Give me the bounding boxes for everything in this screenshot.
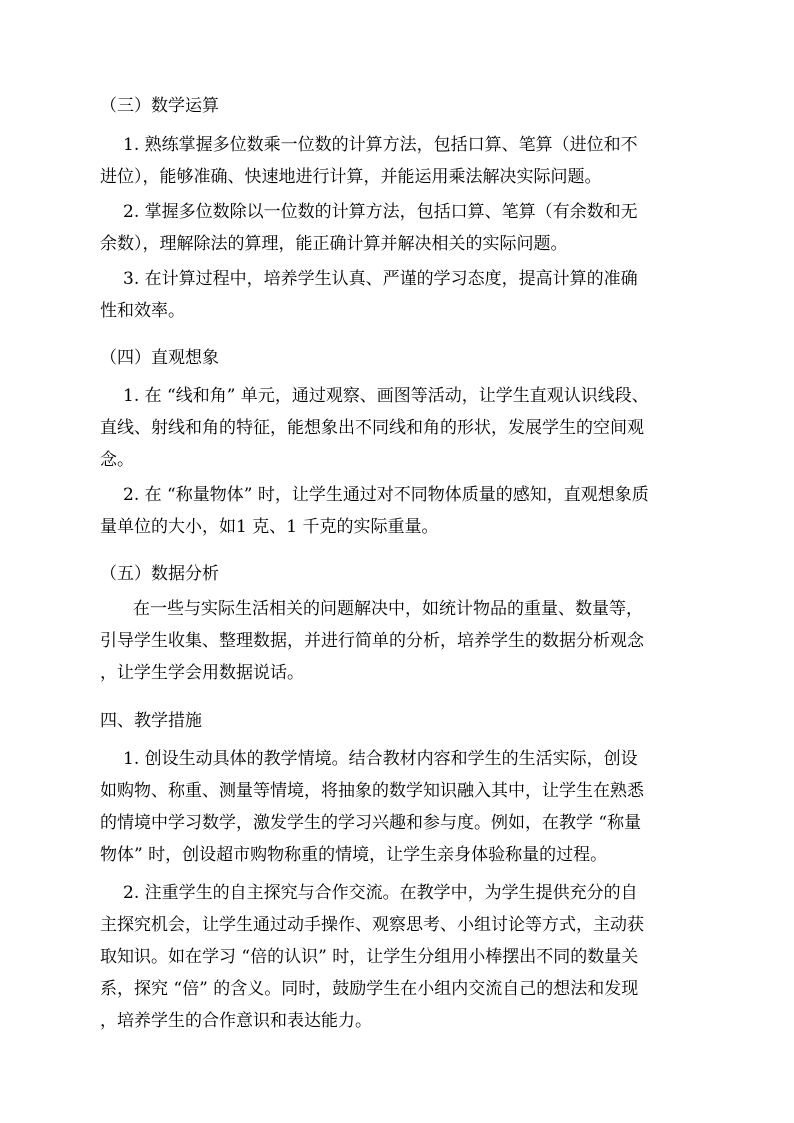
paragraph-line: 念。 <box>100 450 134 470</box>
paragraph-line: 物体” 时，创设超市购物称重的情境，让学生亲身体验称量的过程。 <box>100 845 608 865</box>
paragraph-line: ，培养学生的合作意识和表达能力。 <box>100 1011 372 1031</box>
paragraph-line: 取知识。如在学习 “倍的认识” 时，让学生分组用小棒摆出不同的数量关 <box>100 947 639 967</box>
paragraph-line: 余数），理解除法的算理，能正确计算并解决相关的实际问题。 <box>100 234 568 254</box>
paragraph-line: 2. 注重学生的自主探究与合作交流。在教学中，为学生提供充分的自 <box>123 883 638 903</box>
paragraph-line: 2. 掌握多位数除以一位数的计算方法，包括口算、笔算（有余数和无 <box>123 202 638 222</box>
paragraph-line: 3. 在计算过程中，培养学生认真、严谨的学习态度，提高计算的准确 <box>123 269 638 289</box>
paragraph-line: 系，探究 “倍” 的含义。同时，鼓励学生在小组内交流自己的想法和发现 <box>100 979 639 999</box>
paragraph-line: 在一些与实际生活相关的问题解决中，如统计物品的重量、数量等， <box>133 599 643 619</box>
section-heading: （五）数据分析 <box>100 564 219 584</box>
paragraph-line: 性和效率。 <box>100 301 185 321</box>
paragraph-line: 2. 在 “称量物体” 时，让学生通过对不同物体质量的感知，直观想象质 <box>123 485 649 505</box>
paragraph-line: 量单位的大小，如1 克、1 千克的实际重量。 <box>100 517 439 537</box>
section-heading: （三）数学运算 <box>100 96 219 116</box>
paragraph-line: 的情境中学习数学，激发学生的学习兴趣和参与度。例如，在教学 “称量 <box>100 813 642 833</box>
paragraph-line: 进位），能够准确、快速地进行计算，并能运用乘法解决实际问题。 <box>100 167 602 187</box>
paragraph-line: 引导学生收集、整理数据，并进行简单的分析，培养学生的数据分析观念 <box>100 631 644 651</box>
paragraph-line: ，让学生学会用数据说话。 <box>100 663 304 683</box>
section-heading: 四、教学措施 <box>100 711 202 731</box>
paragraph-line: 主探究机会，让学生通过动手操作、观察思考、小组讨论等方式，主动获 <box>100 915 644 935</box>
paragraph-line: 1. 在 “线和角” 单元，通过观察、画图等活动，让学生直观认识线段、 <box>123 386 649 406</box>
paragraph-line: 1. 熟练掌握多位数乘一位数的计算方法，包括口算、笔算（进位和不 <box>123 135 638 155</box>
section-heading: （四）直观想象 <box>100 348 219 368</box>
paragraph-line: 如购物、称重、测量等情境，将抽象的数学知识融入其中，让学生在熟悉 <box>100 781 644 801</box>
paragraph-line: 1. 创设生动具体的教学情境。结合教材内容和学生的生活实际，创设 <box>123 749 638 769</box>
paragraph-line: 直线、射线和角的特征，能想象出不同线和角的形状，发展学生的空间观 <box>100 418 644 438</box>
